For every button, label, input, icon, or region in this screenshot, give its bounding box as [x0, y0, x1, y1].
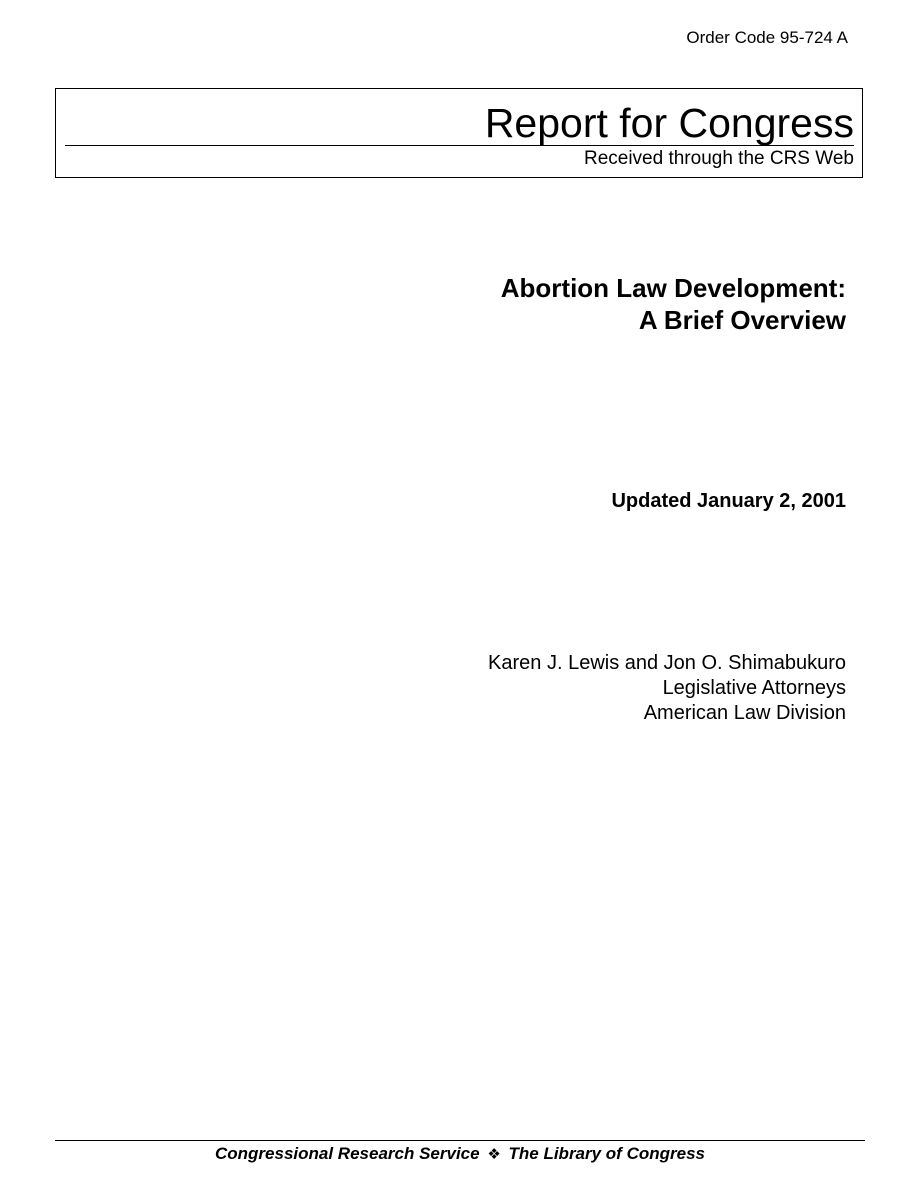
author-division: American Law Division	[643, 702, 846, 724]
footer-crs: Congressional Research Service	[215, 1144, 480, 1163]
footer-loc: The Library of Congress	[508, 1144, 705, 1163]
document-title-line-2: A Brief Overview	[638, 305, 846, 335]
footer-divider	[55, 1140, 865, 1141]
author-names: Karen J. Lewis and Jon O. Shimabukuro	[488, 652, 846, 674]
document-title-line-1: Abortion Law Development:	[500, 273, 846, 303]
report-title: Report for Congress	[484, 100, 854, 146]
report-header-box	[55, 88, 863, 178]
diamond-separator-icon: ❖	[487, 1145, 501, 1163]
updated-date: Updated January 2, 2001	[611, 490, 846, 512]
document-title	[501, 272, 846, 336]
header-divider	[65, 145, 854, 146]
author-block	[488, 651, 846, 726]
order-code: Order Code 95-724 A	[686, 28, 848, 47]
author-role: Legislative Attorneys	[662, 677, 846, 699]
footer	[0, 1143, 920, 1165]
report-subtitle: Received through the CRS Web	[583, 148, 854, 169]
